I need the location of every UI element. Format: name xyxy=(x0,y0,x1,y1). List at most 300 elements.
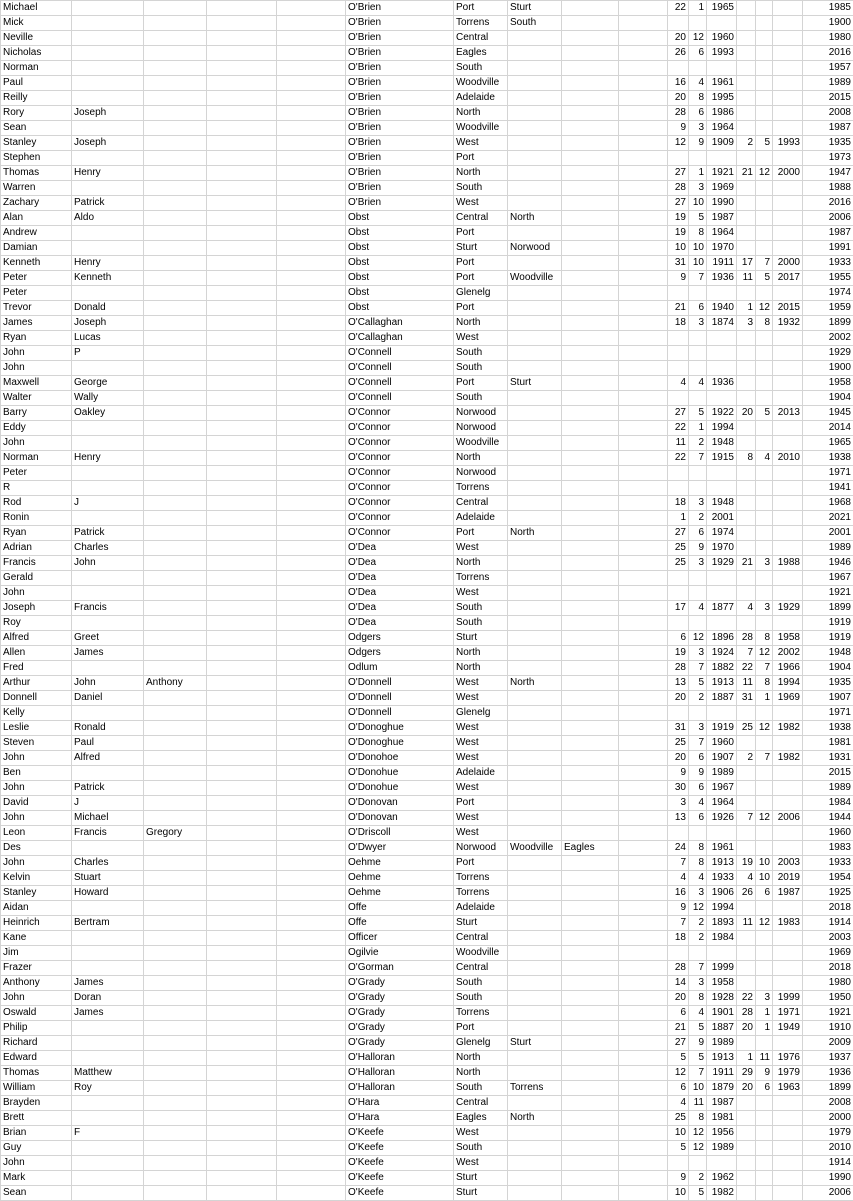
cell[interactable]: Jim xyxy=(1,946,72,961)
cell[interactable]: 31 xyxy=(668,256,689,271)
cell[interactable]: 8 xyxy=(737,451,756,466)
cell[interactable] xyxy=(508,1021,562,1036)
cell[interactable]: Adelaide xyxy=(454,766,508,781)
cell[interactable] xyxy=(72,61,144,76)
cell[interactable]: 1989 xyxy=(803,76,853,91)
cell[interactable]: 2018 xyxy=(803,961,853,976)
cell[interactable]: West xyxy=(454,781,508,796)
cell[interactable] xyxy=(508,556,562,571)
cell[interactable]: Woodville xyxy=(454,436,508,451)
cell[interactable] xyxy=(773,1036,803,1051)
cell[interactable] xyxy=(689,616,707,631)
cell[interactable]: 10 xyxy=(689,196,707,211)
cell[interactable] xyxy=(562,151,619,166)
cell[interactable] xyxy=(619,421,668,436)
cell[interactable] xyxy=(737,151,756,166)
cell[interactable]: 9 xyxy=(668,121,689,136)
cell[interactable] xyxy=(737,616,756,631)
cell[interactable]: 1982 xyxy=(773,751,803,766)
cell[interactable]: O'Connell xyxy=(346,376,454,391)
cell[interactable] xyxy=(508,991,562,1006)
cell[interactable] xyxy=(72,1036,144,1051)
cell[interactable]: 3 xyxy=(689,496,707,511)
cell[interactable]: 1967 xyxy=(707,781,737,796)
cell[interactable]: 1899 xyxy=(803,1081,853,1096)
cell[interactable] xyxy=(508,646,562,661)
cell[interactable] xyxy=(277,181,346,196)
cell[interactable]: 1984 xyxy=(803,796,853,811)
cell[interactable] xyxy=(277,496,346,511)
cell[interactable]: 2016 xyxy=(803,46,853,61)
cell[interactable] xyxy=(619,346,668,361)
cell[interactable] xyxy=(277,721,346,736)
cell[interactable]: 9 xyxy=(689,136,707,151)
cell[interactable] xyxy=(277,76,346,91)
cell[interactable]: North xyxy=(508,526,562,541)
cell[interactable] xyxy=(144,481,207,496)
cell[interactable] xyxy=(737,391,756,406)
cell[interactable]: West xyxy=(454,196,508,211)
cell[interactable] xyxy=(562,121,619,136)
cell[interactable] xyxy=(144,91,207,106)
cell[interactable] xyxy=(562,286,619,301)
cell[interactable] xyxy=(508,916,562,931)
cell[interactable] xyxy=(508,406,562,421)
cell[interactable] xyxy=(207,601,277,616)
cell[interactable]: 1969 xyxy=(803,946,853,961)
cell[interactable]: 1994 xyxy=(773,676,803,691)
cell[interactable] xyxy=(619,1186,668,1201)
cell[interactable] xyxy=(773,331,803,346)
cell[interactable] xyxy=(619,571,668,586)
cell[interactable] xyxy=(756,931,773,946)
cell[interactable]: 4 xyxy=(668,376,689,391)
cell[interactable] xyxy=(562,301,619,316)
cell[interactable] xyxy=(144,106,207,121)
cell[interactable] xyxy=(277,421,346,436)
cell[interactable] xyxy=(207,826,277,841)
cell[interactable] xyxy=(619,1081,668,1096)
cell[interactable]: 1963 xyxy=(773,1081,803,1096)
cell[interactable]: Central xyxy=(454,961,508,976)
cell[interactable]: 2 xyxy=(737,136,756,151)
cell[interactable] xyxy=(508,736,562,751)
cell[interactable] xyxy=(619,166,668,181)
cell[interactable]: Donnell xyxy=(1,691,72,706)
cell[interactable]: North xyxy=(454,451,508,466)
cell[interactable]: Port xyxy=(454,151,508,166)
cell[interactable] xyxy=(562,496,619,511)
cell[interactable] xyxy=(144,541,207,556)
cell[interactable]: 7 xyxy=(689,736,707,751)
cell[interactable]: 2003 xyxy=(803,931,853,946)
cell[interactable]: 8 xyxy=(689,226,707,241)
cell[interactable]: O'Keefe xyxy=(346,1141,454,1156)
cell[interactable] xyxy=(72,226,144,241)
cell[interactable] xyxy=(277,676,346,691)
cell[interactable] xyxy=(773,466,803,481)
cell[interactable] xyxy=(562,676,619,691)
cell[interactable]: O'Donovan xyxy=(346,796,454,811)
cell[interactable] xyxy=(737,226,756,241)
cell[interactable] xyxy=(619,676,668,691)
cell[interactable]: 1961 xyxy=(707,841,737,856)
cell[interactable] xyxy=(562,406,619,421)
cell[interactable] xyxy=(508,706,562,721)
cell[interactable]: Torrens xyxy=(454,481,508,496)
cell[interactable] xyxy=(144,976,207,991)
cell[interactable]: 1 xyxy=(689,421,707,436)
cell[interactable] xyxy=(619,616,668,631)
cell[interactable]: Torrens xyxy=(454,16,508,31)
cell[interactable]: 1980 xyxy=(803,31,853,46)
cell[interactable]: 1999 xyxy=(707,961,737,976)
cell[interactable]: 1986 xyxy=(707,106,737,121)
cell[interactable] xyxy=(508,361,562,376)
cell[interactable] xyxy=(144,736,207,751)
cell[interactable] xyxy=(277,871,346,886)
cell[interactable] xyxy=(144,751,207,766)
cell[interactable]: 2002 xyxy=(773,646,803,661)
cell[interactable]: 2001 xyxy=(707,511,737,526)
cell[interactable]: 1993 xyxy=(773,136,803,151)
cell[interactable] xyxy=(619,211,668,226)
cell[interactable]: 1980 xyxy=(803,976,853,991)
cell[interactable] xyxy=(756,706,773,721)
cell[interactable]: 28 xyxy=(668,181,689,196)
cell[interactable]: Charles xyxy=(72,856,144,871)
cell[interactable]: 4 xyxy=(689,871,707,886)
cell[interactable] xyxy=(277,601,346,616)
cell[interactable] xyxy=(277,586,346,601)
cell[interactable] xyxy=(72,466,144,481)
cell[interactable]: 2001 xyxy=(803,526,853,541)
cell[interactable] xyxy=(277,736,346,751)
cell[interactable] xyxy=(277,376,346,391)
cell[interactable] xyxy=(619,331,668,346)
cell[interactable] xyxy=(144,616,207,631)
cell[interactable] xyxy=(756,616,773,631)
cell[interactable]: F xyxy=(72,1126,144,1141)
cell[interactable] xyxy=(773,946,803,961)
cell[interactable]: 3 xyxy=(756,991,773,1006)
cell[interactable]: Andrew xyxy=(1,226,72,241)
cell[interactable] xyxy=(277,136,346,151)
cell[interactable] xyxy=(277,856,346,871)
cell[interactable] xyxy=(773,361,803,376)
cell[interactable] xyxy=(689,151,707,166)
cell[interactable] xyxy=(619,706,668,721)
cell[interactable] xyxy=(756,346,773,361)
cell[interactable]: Edward xyxy=(1,1051,72,1066)
cell[interactable]: 27 xyxy=(668,196,689,211)
cell[interactable] xyxy=(756,16,773,31)
cell[interactable]: Sean xyxy=(1,1186,72,1201)
cell[interactable]: George xyxy=(72,376,144,391)
cell[interactable] xyxy=(277,1186,346,1201)
cell[interactable] xyxy=(508,136,562,151)
cell[interactable]: O'Donoghue xyxy=(346,736,454,751)
cell[interactable] xyxy=(508,61,562,76)
cell[interactable] xyxy=(689,571,707,586)
cell[interactable] xyxy=(737,1096,756,1111)
cell[interactable] xyxy=(562,1,619,16)
cell[interactable]: 22 xyxy=(737,991,756,1006)
cell[interactable]: William xyxy=(1,1081,72,1096)
cell[interactable] xyxy=(737,196,756,211)
cell[interactable] xyxy=(144,451,207,466)
cell[interactable] xyxy=(773,1126,803,1141)
cell[interactable] xyxy=(562,271,619,286)
cell[interactable] xyxy=(756,826,773,841)
cell[interactable]: 6 xyxy=(689,526,707,541)
cell[interactable]: 7 xyxy=(689,961,707,976)
cell[interactable] xyxy=(619,1051,668,1066)
cell[interactable]: 10 xyxy=(756,871,773,886)
cell[interactable] xyxy=(619,526,668,541)
cell[interactable]: North xyxy=(454,106,508,121)
cell[interactable]: Port xyxy=(454,301,508,316)
cell[interactable]: 27 xyxy=(668,526,689,541)
cell[interactable]: 5 xyxy=(689,1186,707,1201)
cell[interactable] xyxy=(207,151,277,166)
cell[interactable]: Francis xyxy=(72,601,144,616)
cell[interactable] xyxy=(144,181,207,196)
cell[interactable] xyxy=(207,556,277,571)
cell[interactable] xyxy=(773,571,803,586)
cell[interactable]: Arthur xyxy=(1,676,72,691)
cell[interactable]: 1983 xyxy=(803,841,853,856)
cell[interactable] xyxy=(756,1156,773,1171)
cell[interactable]: Joseph xyxy=(72,106,144,121)
cell[interactable]: Norwood xyxy=(454,406,508,421)
cell[interactable] xyxy=(144,421,207,436)
cell[interactable] xyxy=(773,241,803,256)
cell[interactable]: Central xyxy=(454,496,508,511)
cell[interactable] xyxy=(277,1036,346,1051)
cell[interactable] xyxy=(207,286,277,301)
cell[interactable]: 1 xyxy=(756,1021,773,1036)
cell[interactable]: North xyxy=(454,646,508,661)
cell[interactable] xyxy=(619,916,668,931)
cell[interactable] xyxy=(562,451,619,466)
cell[interactable]: 1926 xyxy=(707,811,737,826)
cell[interactable] xyxy=(72,841,144,856)
cell[interactable] xyxy=(773,796,803,811)
cell[interactable] xyxy=(508,946,562,961)
cell[interactable]: West xyxy=(454,1126,508,1141)
cell[interactable] xyxy=(619,196,668,211)
cell[interactable]: John xyxy=(1,586,72,601)
cell[interactable]: West xyxy=(454,811,508,826)
cell[interactable]: O'Callaghan xyxy=(346,331,454,346)
cell[interactable] xyxy=(619,496,668,511)
cell[interactable]: 7 xyxy=(668,916,689,931)
cell[interactable]: Central xyxy=(454,31,508,46)
cell[interactable] xyxy=(508,286,562,301)
cell[interactable] xyxy=(773,511,803,526)
cell[interactable] xyxy=(756,1096,773,1111)
cell[interactable]: 1900 xyxy=(803,361,853,376)
cell[interactable] xyxy=(72,901,144,916)
cell[interactable]: Bertram xyxy=(72,916,144,931)
cell[interactable]: Anthony xyxy=(1,976,72,991)
cell[interactable] xyxy=(562,691,619,706)
cell[interactable] xyxy=(562,1051,619,1066)
cell[interactable]: 1957 xyxy=(803,61,853,76)
cell[interactable]: 9 xyxy=(668,1171,689,1186)
cell[interactable] xyxy=(562,1096,619,1111)
cell[interactable]: Kane xyxy=(1,931,72,946)
cell[interactable] xyxy=(277,946,346,961)
cell[interactable]: O'Grady xyxy=(346,976,454,991)
cell[interactable] xyxy=(72,16,144,31)
cell[interactable]: 1941 xyxy=(803,481,853,496)
cell[interactable]: O'Connor xyxy=(346,511,454,526)
cell[interactable] xyxy=(144,466,207,481)
cell[interactable]: O'Keefe xyxy=(346,1156,454,1171)
cell[interactable]: 1931 xyxy=(803,751,853,766)
cell[interactable]: O'Grady xyxy=(346,1006,454,1021)
cell[interactable] xyxy=(756,391,773,406)
cell[interactable]: Leslie xyxy=(1,721,72,736)
cell[interactable]: Thomas xyxy=(1,166,72,181)
cell[interactable]: 1919 xyxy=(803,631,853,646)
cell[interactable]: Eagles xyxy=(454,1111,508,1126)
cell[interactable] xyxy=(508,1096,562,1111)
cell[interactable]: 9 xyxy=(756,1066,773,1081)
cell[interactable] xyxy=(619,931,668,946)
cell[interactable]: 17 xyxy=(668,601,689,616)
cell[interactable] xyxy=(277,616,346,631)
cell[interactable] xyxy=(756,511,773,526)
cell[interactable]: West xyxy=(454,736,508,751)
cell[interactable] xyxy=(773,526,803,541)
cell[interactable]: O'Connor xyxy=(346,451,454,466)
cell[interactable]: John xyxy=(1,361,72,376)
cell[interactable] xyxy=(668,391,689,406)
cell[interactable]: Roy xyxy=(1,616,72,631)
cell[interactable] xyxy=(508,541,562,556)
cell[interactable] xyxy=(619,781,668,796)
cell[interactable] xyxy=(144,526,207,541)
cell[interactable]: 2 xyxy=(689,916,707,931)
cell[interactable] xyxy=(277,631,346,646)
cell[interactable]: Damian xyxy=(1,241,72,256)
cell[interactable] xyxy=(508,1051,562,1066)
cell[interactable]: 1936 xyxy=(707,376,737,391)
cell[interactable]: Port xyxy=(454,256,508,271)
cell[interactable] xyxy=(562,106,619,121)
cell[interactable]: O'Brien xyxy=(346,196,454,211)
cell[interactable] xyxy=(756,586,773,601)
cell[interactable]: Trevor xyxy=(1,301,72,316)
cell[interactable] xyxy=(207,166,277,181)
cell[interactable] xyxy=(207,466,277,481)
cell[interactable] xyxy=(207,361,277,376)
cell[interactable]: Daniel xyxy=(72,691,144,706)
cell[interactable] xyxy=(277,316,346,331)
cell[interactable] xyxy=(144,361,207,376)
cell[interactable] xyxy=(619,46,668,61)
cell[interactable] xyxy=(756,466,773,481)
cell[interactable] xyxy=(72,46,144,61)
cell[interactable]: Eddy xyxy=(1,421,72,436)
cell[interactable]: Anthony xyxy=(144,676,207,691)
cell[interactable] xyxy=(619,961,668,976)
cell[interactable]: O'Brien xyxy=(346,151,454,166)
cell[interactable]: 8 xyxy=(689,91,707,106)
cell[interactable] xyxy=(756,91,773,106)
cell[interactable] xyxy=(737,1036,756,1051)
cell[interactable] xyxy=(508,1066,562,1081)
cell[interactable] xyxy=(737,1141,756,1156)
cell[interactable]: 12 xyxy=(756,916,773,931)
cell[interactable]: 7 xyxy=(756,256,773,271)
cell[interactable] xyxy=(144,46,207,61)
cell[interactable]: O'Brien xyxy=(346,31,454,46)
cell[interactable] xyxy=(144,16,207,31)
cell[interactable] xyxy=(562,736,619,751)
cell[interactable]: 1914 xyxy=(803,1156,853,1171)
cell[interactable]: 1960 xyxy=(803,826,853,841)
cell[interactable] xyxy=(72,436,144,451)
cell[interactable] xyxy=(562,421,619,436)
cell[interactable] xyxy=(737,361,756,376)
cell[interactable] xyxy=(756,736,773,751)
cell[interactable]: 4 xyxy=(689,601,707,616)
cell[interactable]: Maxwell xyxy=(1,376,72,391)
cell[interactable] xyxy=(756,1036,773,1051)
cell[interactable] xyxy=(619,76,668,91)
cell[interactable]: 8 xyxy=(689,841,707,856)
cell[interactable]: Patrick xyxy=(72,526,144,541)
cell[interactable] xyxy=(619,1036,668,1051)
cell[interactable]: 28 xyxy=(668,961,689,976)
cell[interactable]: 1907 xyxy=(803,691,853,706)
cell[interactable] xyxy=(207,916,277,931)
cell[interactable]: 1999 xyxy=(773,991,803,1006)
cell[interactable] xyxy=(207,256,277,271)
cell[interactable]: 2015 xyxy=(803,91,853,106)
cell[interactable]: O'Brien xyxy=(346,46,454,61)
cell[interactable] xyxy=(508,616,562,631)
cell[interactable]: O'Halloran xyxy=(346,1081,454,1096)
cell[interactable]: North xyxy=(508,676,562,691)
cell[interactable] xyxy=(756,1186,773,1201)
cell[interactable] xyxy=(508,421,562,436)
cell[interactable]: 14 xyxy=(668,976,689,991)
cell[interactable] xyxy=(773,841,803,856)
cell[interactable]: West xyxy=(454,586,508,601)
cell[interactable]: O'Keefe xyxy=(346,1186,454,1201)
cell[interactable] xyxy=(773,151,803,166)
cell[interactable]: O'Gorman xyxy=(346,961,454,976)
cell[interactable] xyxy=(737,541,756,556)
cell[interactable]: O'Connell xyxy=(346,346,454,361)
cell[interactable] xyxy=(277,256,346,271)
cell[interactable] xyxy=(207,781,277,796)
cell[interactable] xyxy=(562,946,619,961)
cell[interactable] xyxy=(207,1051,277,1066)
cell[interactable]: O'Keefe xyxy=(346,1171,454,1186)
cell[interactable] xyxy=(508,346,562,361)
cell[interactable] xyxy=(144,76,207,91)
cell[interactable]: 4 xyxy=(668,871,689,886)
cell[interactable] xyxy=(737,331,756,346)
cell[interactable]: Henry xyxy=(72,256,144,271)
cell[interactable]: Ogilvie xyxy=(346,946,454,961)
